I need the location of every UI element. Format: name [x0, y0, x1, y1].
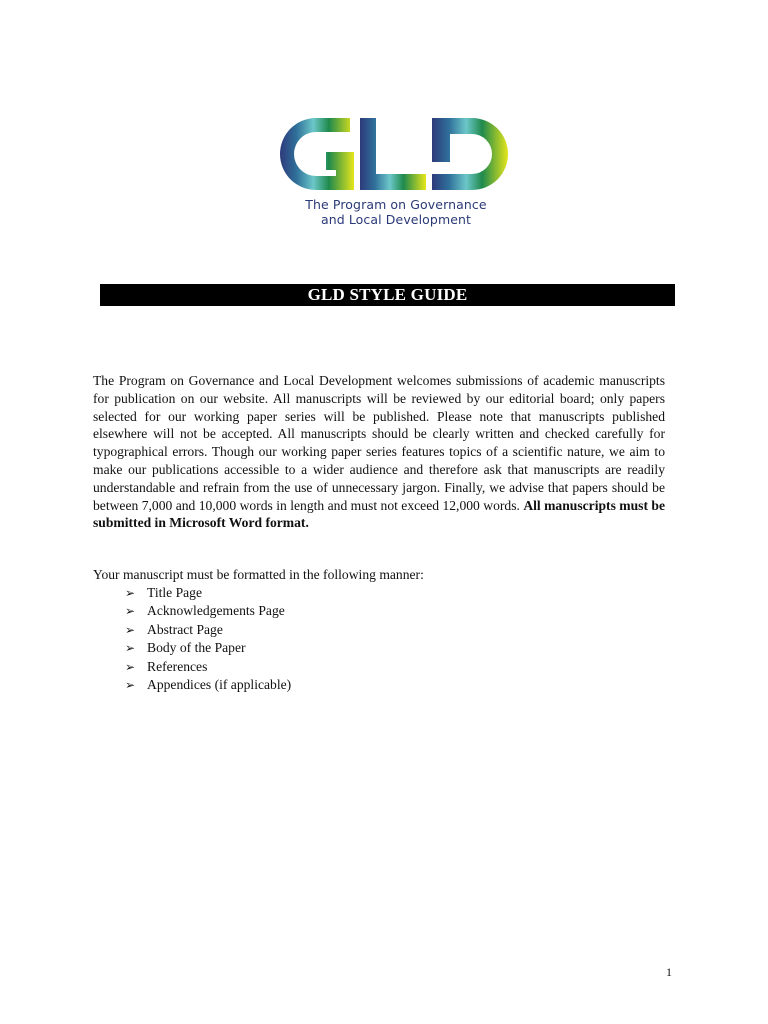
arrow-bullet-icon: ➢ [125, 604, 136, 619]
arrow-bullet-icon: ➢ [125, 641, 136, 656]
list-item [125, 621, 291, 639]
intro-text: The Program on Governance and Local Development welcomes submissions of academic manuscripts for publication on our website. All manuscripts will be reviewed by our editorial board; only papers selected for our working paper series will be published. Please note that manuscripts published elsewhere will not be accepted. All manuscripts should be clearly written and checked carefully for typographical errors. Though our working paper series features topics of a scientific nature, we aim to make our publications accessible to a wider audience and therefore ask that manuscripts are readily understandable and refrain from the use of unnecessary jargon. Finally, we advise that papers should be between 7,000 and 10,000 words in length and must not exceed 12,000 words. [93, 373, 665, 513]
list-item [125, 639, 291, 657]
list-item-label: Abstract Page [147, 621, 223, 637]
gld-logo [276, 114, 516, 234]
arrow-bullet-icon: ➢ [125, 586, 136, 600]
page-number: 1 [666, 965, 672, 979]
list-item-label: References [147, 658, 208, 674]
list-item [125, 658, 291, 676]
logo-tagline-line1: The Program on Governance [305, 197, 487, 212]
arrow-bullet-icon: ➢ [125, 659, 136, 674]
arrow-bullet-icon: ➢ [125, 678, 136, 693]
format-list [125, 584, 291, 694]
list-item [125, 676, 291, 694]
list-item [125, 602, 291, 620]
intro-paragraph [93, 372, 665, 532]
format-lead-text: Your manuscript must be formatted in the following manner: [93, 567, 424, 582]
gld-logo-mark [276, 114, 516, 194]
arrow-bullet-icon: ➢ [125, 622, 136, 637]
intro-bold-requirement: All manuscripts must be submitted in Microsoft Word format. [93, 497, 665, 531]
list-item-label: Body of the Paper [147, 640, 246, 656]
list-item-label: Acknowledgements Page [147, 603, 285, 619]
list-item-label: Appendices (if applicable) [147, 677, 292, 693]
page-title: GLD STYLE GUIDE [100, 284, 675, 306]
list-item [125, 584, 291, 602]
list-item-label: Title Page [147, 585, 203, 600]
logo-tagline-line2: and Local Development [320, 212, 472, 227]
